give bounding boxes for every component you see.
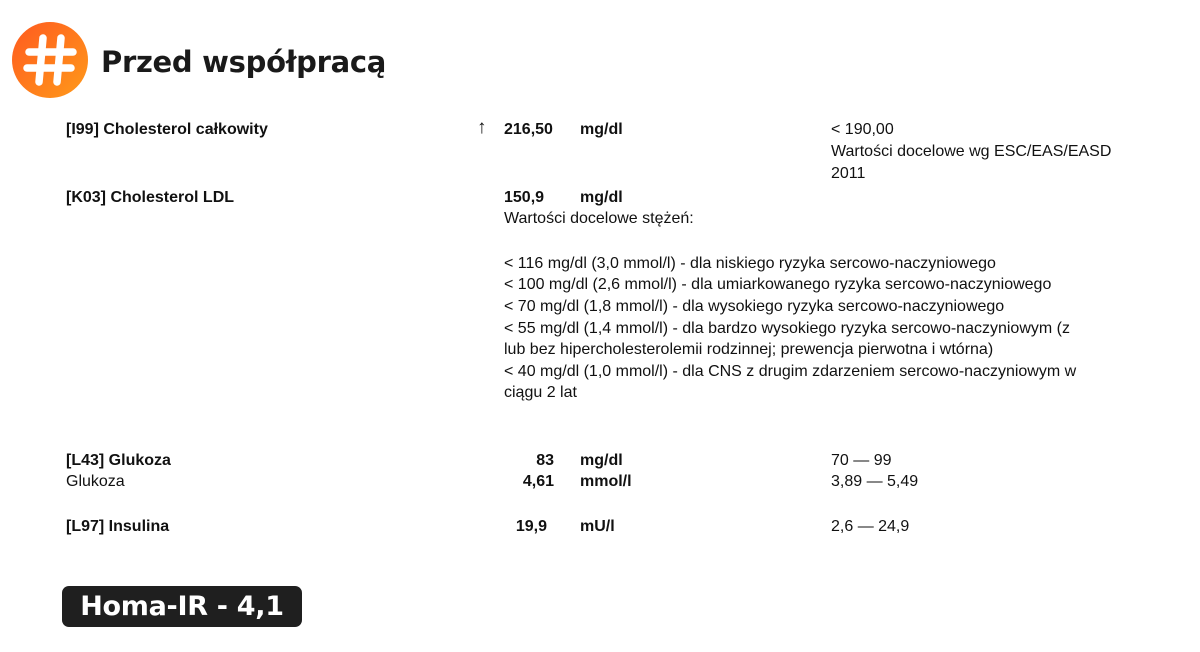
- ldl-target-line: lub bez hipercholesterolemii rodzinnej; prewencja pierwotna i wtórna): [504, 341, 994, 358]
- ldl-target-line: < 55 mg/dl (1,4 mmol/l) - dla bardzo wysokiego ryzyka sercowo-naczyniowym (z: [504, 320, 1070, 337]
- ldl-target-line: < 40 mg/dl (1,0 mmol/l) - dla CNS z drugim zdarzeniem sercowo-naczyniowym w: [504, 363, 1077, 380]
- insulin-value: 19,9: [515, 518, 547, 535]
- page-title: Przed współpracą: [101, 45, 387, 79]
- hashtag-logo-icon: [12, 22, 88, 98]
- insulin-unit: mU/l: [580, 518, 615, 535]
- chol-total-ref-note: Wartości docelowe wg ESC/EAS/EASD: [831, 143, 1112, 160]
- ldl-target-line: < 100 mg/dl (2,6 mmol/l) - dla umiarkowanego ryzyka sercowo-naczyniowego: [504, 276, 1052, 293]
- ldl-target-line: < 70 mg/dl (1,8 mmol/l) - dla wysokiego ryzyka sercowo-naczyniowego: [504, 298, 1005, 315]
- chol-total-ref: < 190,00: [831, 121, 894, 138]
- ldl-targets-title: Wartości docelowe stężeń:: [504, 210, 694, 227]
- insulin-name: [L97] Insulina: [66, 518, 170, 535]
- glucose-ref: 70 — 99: [831, 452, 892, 469]
- glucose-mmol-name: Glukoza: [66, 473, 125, 490]
- glucose-name: [L43] Glukoza: [66, 452, 171, 469]
- homa-ir-badge: Homa-IR - 4,1: [62, 586, 302, 627]
- chol-ldl-unit: mg/dl: [580, 189, 623, 206]
- ldl-target-line: ciągu 2 lat: [504, 384, 577, 401]
- chol-ldl-name: [K03] Cholesterol LDL: [66, 189, 235, 206]
- chol-total-ref-year: 2011: [831, 165, 866, 182]
- insulin-ref: 2,6 — 24,9: [831, 518, 910, 535]
- chol-total-name: [I99] Cholesterol całkowity: [66, 121, 268, 138]
- glucose-mmol-unit: mmol/l: [580, 473, 632, 490]
- chol-ldl-value: 150,9: [504, 189, 545, 206]
- glucose-value: 83: [536, 452, 554, 469]
- ldl-target-line: < 116 mg/dl (3,0 mmol/l) - dla niskiego ryzyka sercowo-naczyniowego: [504, 255, 996, 272]
- chol-total-value: 216,50: [504, 121, 553, 138]
- chol-total-unit: mg/dl: [580, 121, 623, 138]
- glucose-mmol-ref: 3,89 — 5,49: [831, 473, 919, 490]
- glucose-mmol-value: 4,61: [522, 473, 554, 490]
- high-flag-arrow-icon: ↑: [477, 117, 487, 138]
- glucose-unit: mg/dl: [580, 452, 623, 469]
